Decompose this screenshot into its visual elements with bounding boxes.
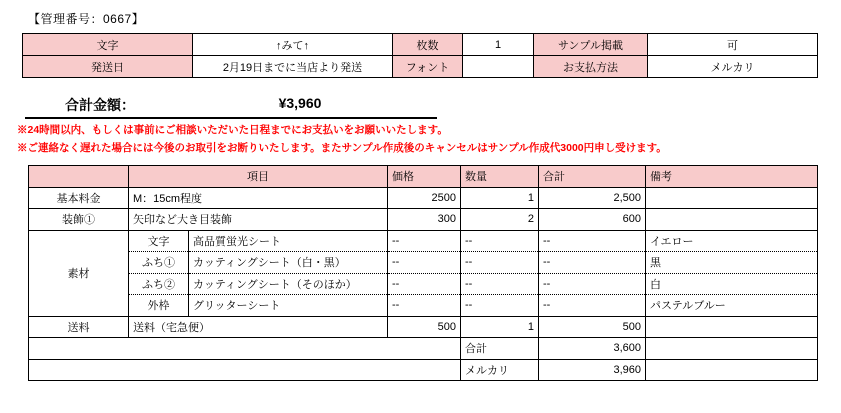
info-label-payment: お支払方法 xyxy=(534,56,648,78)
cell-price: 300 xyxy=(388,209,461,231)
row-summary-mercari xyxy=(29,359,818,381)
cell-category: 装飾① xyxy=(29,209,129,231)
cell-sub: 文字 xyxy=(129,230,189,252)
row-material-fuchi1 xyxy=(29,252,818,274)
cell-note: 白 xyxy=(646,273,818,295)
cell-note xyxy=(646,209,818,231)
summary-value: 3,600 xyxy=(539,338,646,360)
info-value-sample: 可 xyxy=(648,34,818,56)
info-value-moji: ↑みて↑ xyxy=(193,34,393,56)
cell-total: -- xyxy=(539,230,646,252)
info-label-font: フォント xyxy=(393,56,463,78)
cell-price: -- xyxy=(388,295,461,317)
cell-price: -- xyxy=(388,230,461,252)
info-row-2 xyxy=(23,56,818,78)
cell-qty: -- xyxy=(461,252,539,274)
info-row-1 xyxy=(23,34,818,56)
cell-price: 500 xyxy=(388,316,461,338)
cell-item: 高品質蛍光シート xyxy=(189,230,388,252)
cell-qty: -- xyxy=(461,273,539,295)
header-note: 備考 xyxy=(646,166,818,188)
header-qty: 数量 xyxy=(461,166,539,188)
cell-qty: 1 xyxy=(461,316,539,338)
cell-category-material: 素材 xyxy=(29,230,129,316)
row-decoration xyxy=(29,209,818,231)
cell-price: -- xyxy=(388,273,461,295)
cell-category: 送料 xyxy=(29,316,129,338)
cell-qty: 2 xyxy=(461,209,539,231)
header-price: 価格 xyxy=(388,166,461,188)
summary-value: 3,960 xyxy=(539,359,646,381)
cell-item: 送料（宅急便） xyxy=(129,316,388,338)
cell-note: イエロー xyxy=(646,230,818,252)
cell-note: 黒 xyxy=(646,252,818,274)
detail-header-row xyxy=(29,166,818,188)
cell-sub: ふち① xyxy=(129,252,189,274)
row-material-fuchi2 xyxy=(29,273,818,295)
header-corner xyxy=(29,166,129,188)
price-detail-table xyxy=(28,165,818,381)
row-shipping xyxy=(29,316,818,338)
management-number-label: 【管理番号：0667】 xyxy=(28,12,145,26)
cancel-policy-notice: ※ご連絡なく遅れた場合には今後のお取引をお断りいたします。またサンプル作成後のキャンセルはサンプル作成代3000円申し受けます。 xyxy=(17,142,667,154)
cell-total: 2,500 xyxy=(539,187,646,209)
cell-total: -- xyxy=(539,295,646,317)
info-label-maisuu: 枚数 xyxy=(393,34,463,56)
row-material-moji xyxy=(29,230,818,252)
summary-note xyxy=(646,359,818,381)
row-summary-total xyxy=(29,338,818,360)
summary-label: メルカリ xyxy=(461,359,539,381)
cell-item: 矢印など大き目装飾 xyxy=(129,209,388,231)
info-value-maisuu: 1 xyxy=(463,34,534,56)
row-material-sotowaku xyxy=(29,295,818,317)
cell-total: -- xyxy=(539,273,646,295)
cell-price: -- xyxy=(388,252,461,274)
total-amount-value: ¥3,960 xyxy=(278,95,322,111)
info-label-hassoubi: 発送日 xyxy=(23,56,193,78)
cell-qty: -- xyxy=(461,230,539,252)
row-basic-fee xyxy=(29,187,818,209)
cell-sub: 外枠 xyxy=(129,295,189,317)
summary-note xyxy=(646,338,818,360)
cell-qty: -- xyxy=(461,295,539,317)
cell-price: 2500 xyxy=(388,187,461,209)
info-value-payment: メルカリ xyxy=(648,56,818,78)
header-item: 項目 xyxy=(129,166,388,188)
summary-label: 合計 xyxy=(461,338,539,360)
cell-qty: 1 xyxy=(461,187,539,209)
info-label-moji: 文字 xyxy=(23,34,193,56)
cell-total: -- xyxy=(539,252,646,274)
info-value-font xyxy=(463,56,534,78)
cell-sub: ふち② xyxy=(129,273,189,295)
summary-spacer xyxy=(29,338,461,360)
cell-category: 基本料金 xyxy=(29,187,129,209)
summary-spacer xyxy=(29,359,461,381)
info-value-hassoubi: 2月19日までに当店より発送 xyxy=(193,56,393,78)
order-info-table xyxy=(22,33,818,78)
cell-note xyxy=(646,316,818,338)
cell-item: M：15cm程度 xyxy=(129,187,388,209)
cell-item: カッティングシート（白・黒） xyxy=(189,252,388,274)
cell-item: カッティングシート（そのほか） xyxy=(189,273,388,295)
cell-item: グリッターシート xyxy=(189,295,388,317)
total-amount-label: 合計金額： xyxy=(65,97,135,113)
cell-note xyxy=(646,187,818,209)
payment-deadline-notice: ※24時間以内、もしくは事前にご相談いただいた日程までにお支払いをお願いいたします。 xyxy=(17,124,448,136)
cell-total: 600 xyxy=(539,209,646,231)
info-label-sample: サンプル掲載 xyxy=(534,34,648,56)
header-total: 合計 xyxy=(539,166,646,188)
cell-note: パステルブルー xyxy=(646,295,818,317)
cell-total: 500 xyxy=(539,316,646,338)
total-amount-row xyxy=(25,92,437,119)
